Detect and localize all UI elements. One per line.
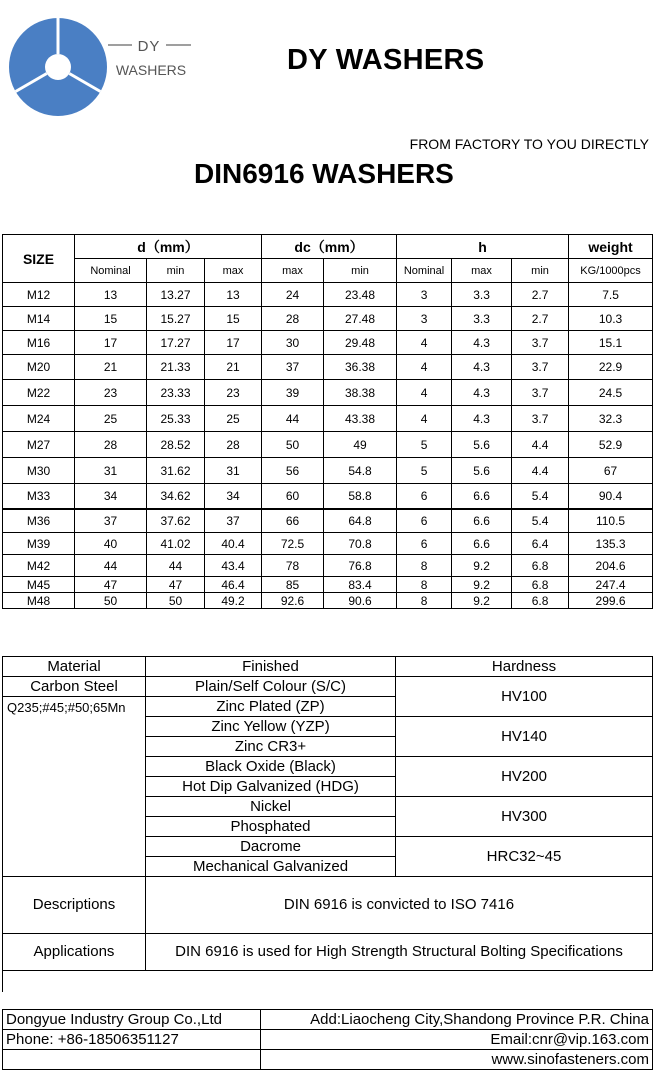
finish-item: Phosphated bbox=[146, 817, 396, 837]
hardness-value: HV200 bbox=[396, 757, 653, 797]
table-row bbox=[3, 380, 653, 406]
subheader-cell: Nominal bbox=[397, 259, 452, 283]
table-cell: 25 bbox=[205, 406, 262, 432]
table-cell: 28 bbox=[75, 432, 147, 458]
finish-item: Black Oxide (Black) bbox=[146, 757, 396, 777]
table-row bbox=[3, 577, 653, 593]
table-cell: 32.3 bbox=[569, 406, 653, 432]
finish-item: Mechanical Galvanized bbox=[146, 857, 396, 877]
subheader-cell: min bbox=[324, 259, 397, 283]
subheader-cell: max bbox=[262, 259, 324, 283]
header-dc: dc（mm） bbox=[262, 235, 397, 259]
table-row bbox=[3, 283, 653, 307]
finish-item: Zinc Plated (ZP) bbox=[146, 697, 396, 717]
size-cell: M33 bbox=[3, 484, 75, 509]
table-row bbox=[3, 355, 653, 380]
contact-empty-cell bbox=[3, 1050, 261, 1070]
table-cell: 60 bbox=[262, 484, 324, 509]
table-cell: 3 bbox=[397, 307, 452, 331]
size-cell: M45 bbox=[3, 577, 75, 593]
table-cell: 3.3 bbox=[452, 283, 512, 307]
table-cell: 2.7 bbox=[512, 283, 569, 307]
table-cell: 21 bbox=[205, 355, 262, 380]
table-cell: 6.6 bbox=[452, 484, 512, 509]
table-cell: 37 bbox=[262, 355, 324, 380]
finish-item: Nickel bbox=[146, 797, 396, 817]
table-row bbox=[3, 533, 653, 555]
company-name: Dongyue Industry Group Co.,Ltd bbox=[3, 1010, 261, 1030]
subheader-cell: min bbox=[147, 259, 205, 283]
table-cell: 3.7 bbox=[512, 355, 569, 380]
table-cell: 47 bbox=[75, 577, 147, 593]
table-cell: 8 bbox=[397, 555, 452, 577]
table-cell: 85 bbox=[262, 577, 324, 593]
header-hardness: Hardness bbox=[396, 657, 653, 677]
material-grades: Q235;#45;#50;65Mn bbox=[3, 697, 146, 877]
finish-item: Zinc Yellow (YZP) bbox=[146, 717, 396, 737]
table-cell: 204.6 bbox=[569, 555, 653, 577]
table-cell: 49.2 bbox=[205, 593, 262, 609]
size-cell: M20 bbox=[3, 355, 75, 380]
table-cell: 72.5 bbox=[262, 533, 324, 555]
table-row bbox=[3, 458, 653, 484]
finish-item: Hot Dip Galvanized (HDG) bbox=[146, 777, 396, 797]
table-cell: 6.4 bbox=[512, 533, 569, 555]
size-cell: M48 bbox=[3, 593, 75, 609]
tagline: FROM FACTORY TO YOU DIRECTLY bbox=[409, 136, 649, 152]
table-cell: 5.4 bbox=[512, 509, 569, 533]
table-row bbox=[3, 432, 653, 458]
subheader-cell: max bbox=[452, 259, 512, 283]
table-cell: 5 bbox=[397, 458, 452, 484]
company-website[interactable]: www.sinofasteners.com bbox=[261, 1050, 653, 1070]
table-cell: 30 bbox=[262, 331, 324, 355]
header-finished: Finished bbox=[146, 657, 396, 677]
table-cell: 40.4 bbox=[205, 533, 262, 555]
table-cell: 64.8 bbox=[324, 509, 397, 533]
table-cell: 3.7 bbox=[512, 406, 569, 432]
table-cell: 83.4 bbox=[324, 577, 397, 593]
table-cell: 24 bbox=[262, 283, 324, 307]
table-cell: 37 bbox=[205, 509, 262, 533]
size-cell: M36 bbox=[3, 509, 75, 533]
table-cell: 31 bbox=[75, 458, 147, 484]
table-cell: 44 bbox=[75, 555, 147, 577]
table-cell: 46.4 bbox=[205, 577, 262, 593]
size-cell: M24 bbox=[3, 406, 75, 432]
table-row bbox=[3, 555, 653, 577]
table-row bbox=[3, 406, 653, 432]
table-cell: 4 bbox=[397, 406, 452, 432]
table-cell: 247.4 bbox=[569, 577, 653, 593]
company-address: Add:Liaocheng City,Shandong Province P.R. China bbox=[261, 1010, 653, 1030]
header-material: Material bbox=[3, 657, 146, 677]
table-cell: 13 bbox=[205, 283, 262, 307]
subheader-cell: min bbox=[512, 259, 569, 283]
table-cell: 6 bbox=[397, 509, 452, 533]
table-cell: 92.6 bbox=[262, 593, 324, 609]
table-cell: 15 bbox=[75, 307, 147, 331]
table-cell: 76.8 bbox=[324, 555, 397, 577]
logo-text-dy: DY bbox=[137, 38, 161, 55]
spec-table bbox=[2, 234, 653, 609]
page-title: DIN6916 WASHERS bbox=[194, 158, 454, 189]
table-cell: 36.38 bbox=[324, 355, 397, 380]
header-weight: weight bbox=[569, 235, 653, 259]
subheader-cell: KG/1000pcs bbox=[569, 259, 653, 283]
table-cell: 31 bbox=[205, 458, 262, 484]
finish-item: Dacrome bbox=[146, 837, 396, 857]
table-cell: 66 bbox=[262, 509, 324, 533]
table-cell: 17 bbox=[205, 331, 262, 355]
subheader-cell: max bbox=[205, 259, 262, 283]
table-cell: 28 bbox=[262, 307, 324, 331]
table-cell: 5 bbox=[397, 432, 452, 458]
size-cell: M30 bbox=[3, 458, 75, 484]
company-email[interactable]: Email:cnr@vip.163.com bbox=[261, 1030, 653, 1050]
table-cell: 44 bbox=[147, 555, 205, 577]
table-cell: 31.62 bbox=[147, 458, 205, 484]
table-cell: 6.6 bbox=[452, 509, 512, 533]
brand-title: DY WASHERS bbox=[287, 44, 485, 76]
table-row bbox=[3, 593, 653, 609]
table-cell: 39 bbox=[262, 380, 324, 406]
table-cell: 6.8 bbox=[512, 577, 569, 593]
table-cell: 15.27 bbox=[147, 307, 205, 331]
table-cell: 4.4 bbox=[512, 458, 569, 484]
hardness-value: HV100 bbox=[396, 677, 653, 717]
descriptions-label: Descriptions bbox=[3, 877, 146, 934]
size-cell: M16 bbox=[3, 331, 75, 355]
table-cell: 17.27 bbox=[147, 331, 205, 355]
table-cell: 110.5 bbox=[569, 509, 653, 533]
dy-washers-logo bbox=[8, 18, 198, 118]
table-cell: 23.48 bbox=[324, 283, 397, 307]
table-cell: 13.27 bbox=[147, 283, 205, 307]
table-row bbox=[3, 307, 653, 331]
table-cell: 9.2 bbox=[452, 577, 512, 593]
table-cell: 34.62 bbox=[147, 484, 205, 509]
company-phone: Phone: +86-18506351127 bbox=[3, 1030, 261, 1050]
table-cell: 43.4 bbox=[205, 555, 262, 577]
table-cell: 6.8 bbox=[512, 593, 569, 609]
table-cell: 78 bbox=[262, 555, 324, 577]
table-cell: 2.7 bbox=[512, 307, 569, 331]
table-cell: 50 bbox=[262, 432, 324, 458]
hardness-value: HV140 bbox=[396, 717, 653, 757]
header-d: d（mm） bbox=[75, 235, 262, 259]
table-cell: 41.02 bbox=[147, 533, 205, 555]
subheader-cell: Nominal bbox=[75, 259, 147, 283]
table-cell: 3.7 bbox=[512, 331, 569, 355]
table-cell: 3.3 bbox=[452, 307, 512, 331]
table-cell: 37.62 bbox=[147, 509, 205, 533]
table-cell: 4.3 bbox=[452, 406, 512, 432]
table-cell: 15 bbox=[205, 307, 262, 331]
washer-ring-icon bbox=[9, 18, 107, 116]
size-cell: M27 bbox=[3, 432, 75, 458]
table-cell: 40 bbox=[75, 533, 147, 555]
table-cell: 58.8 bbox=[324, 484, 397, 509]
table-cell: 6.6 bbox=[452, 533, 512, 555]
table-cell: 25.33 bbox=[147, 406, 205, 432]
table-cell: 52.9 bbox=[569, 432, 653, 458]
table-cell: 4.4 bbox=[512, 432, 569, 458]
spacer-cell bbox=[3, 971, 146, 992]
spacer-cell bbox=[146, 971, 653, 992]
table-cell: 28.52 bbox=[147, 432, 205, 458]
table-cell: 50 bbox=[75, 593, 147, 609]
material-type: Carbon Steel bbox=[3, 677, 146, 697]
table-cell: 13 bbox=[75, 283, 147, 307]
table-cell: 3 bbox=[397, 283, 452, 307]
table-cell: 22.9 bbox=[569, 355, 653, 380]
table-cell: 56 bbox=[262, 458, 324, 484]
table-cell: 6.8 bbox=[512, 555, 569, 577]
table-cell: 5.6 bbox=[452, 432, 512, 458]
table-cell: 4.3 bbox=[452, 331, 512, 355]
finish-item: Plain/Self Colour (S/C) bbox=[146, 677, 396, 697]
table-cell: 9.2 bbox=[452, 593, 512, 609]
table-cell: 44 bbox=[262, 406, 324, 432]
size-cell: M39 bbox=[3, 533, 75, 555]
size-cell: M12 bbox=[3, 283, 75, 307]
table-cell: 28 bbox=[205, 432, 262, 458]
table-cell: 49 bbox=[324, 432, 397, 458]
table-cell: 10.3 bbox=[569, 307, 653, 331]
logo-text-washers: WASHERS bbox=[115, 62, 187, 78]
spec-table-body bbox=[3, 283, 653, 609]
table-cell: 4 bbox=[397, 355, 452, 380]
applications-label: Applications bbox=[3, 934, 146, 971]
table-cell: 23.33 bbox=[147, 380, 205, 406]
table-cell: 24.5 bbox=[569, 380, 653, 406]
table-cell: 4.3 bbox=[452, 380, 512, 406]
table-cell: 17 bbox=[75, 331, 147, 355]
hardness-value: HV300 bbox=[396, 797, 653, 837]
size-cell: M22 bbox=[3, 380, 75, 406]
material-table bbox=[2, 656, 653, 992]
table-cell: 15.1 bbox=[569, 331, 653, 355]
table-cell: 4.3 bbox=[452, 355, 512, 380]
table-cell: 3.7 bbox=[512, 380, 569, 406]
table-cell: 54.8 bbox=[324, 458, 397, 484]
table-cell: 4 bbox=[397, 331, 452, 355]
finish-item: Zinc CR3+ bbox=[146, 737, 396, 757]
table-cell: 34 bbox=[75, 484, 147, 509]
table-cell: 90.6 bbox=[324, 593, 397, 609]
table-cell: 9.2 bbox=[452, 555, 512, 577]
table-cell: 8 bbox=[397, 577, 452, 593]
table-cell: 90.4 bbox=[569, 484, 653, 509]
header-size: SIZE bbox=[3, 235, 75, 283]
table-cell: 29.48 bbox=[324, 331, 397, 355]
contact-table bbox=[2, 1009, 653, 1070]
hardness-value: HRC32~45 bbox=[396, 837, 653, 877]
table-cell: 6 bbox=[397, 484, 452, 509]
table-cell: 4 bbox=[397, 380, 452, 406]
table-cell: 299.6 bbox=[569, 593, 653, 609]
header-h: h bbox=[397, 235, 569, 259]
applications-text: DIN 6916 is used for High Strength Structural Bolting Specifications bbox=[146, 934, 653, 971]
table-cell: 8 bbox=[397, 593, 452, 609]
table-cell: 25 bbox=[75, 406, 147, 432]
table-row bbox=[3, 331, 653, 355]
table-cell: 43.38 bbox=[324, 406, 397, 432]
table-cell: 50 bbox=[147, 593, 205, 609]
table-row bbox=[3, 509, 653, 533]
table-cell: 27.48 bbox=[324, 307, 397, 331]
table-cell: 47 bbox=[147, 577, 205, 593]
table-cell: 5.6 bbox=[452, 458, 512, 484]
table-cell: 7.5 bbox=[569, 283, 653, 307]
size-cell: M42 bbox=[3, 555, 75, 577]
size-cell: M14 bbox=[3, 307, 75, 331]
table-cell: 37 bbox=[75, 509, 147, 533]
table-cell: 38.38 bbox=[324, 380, 397, 406]
table-cell: 67 bbox=[569, 458, 653, 484]
table-cell: 6 bbox=[397, 533, 452, 555]
descriptions-text: DIN 6916 is convicted to ISO 7416 bbox=[146, 877, 653, 934]
table-cell: 23 bbox=[75, 380, 147, 406]
table-cell: 21.33 bbox=[147, 355, 205, 380]
table-cell: 135.3 bbox=[569, 533, 653, 555]
table-row bbox=[3, 484, 653, 509]
table-cell: 70.8 bbox=[324, 533, 397, 555]
table-cell: 34 bbox=[205, 484, 262, 509]
table-cell: 21 bbox=[75, 355, 147, 380]
table-cell: 23 bbox=[205, 380, 262, 406]
table-cell: 5.4 bbox=[512, 484, 569, 509]
